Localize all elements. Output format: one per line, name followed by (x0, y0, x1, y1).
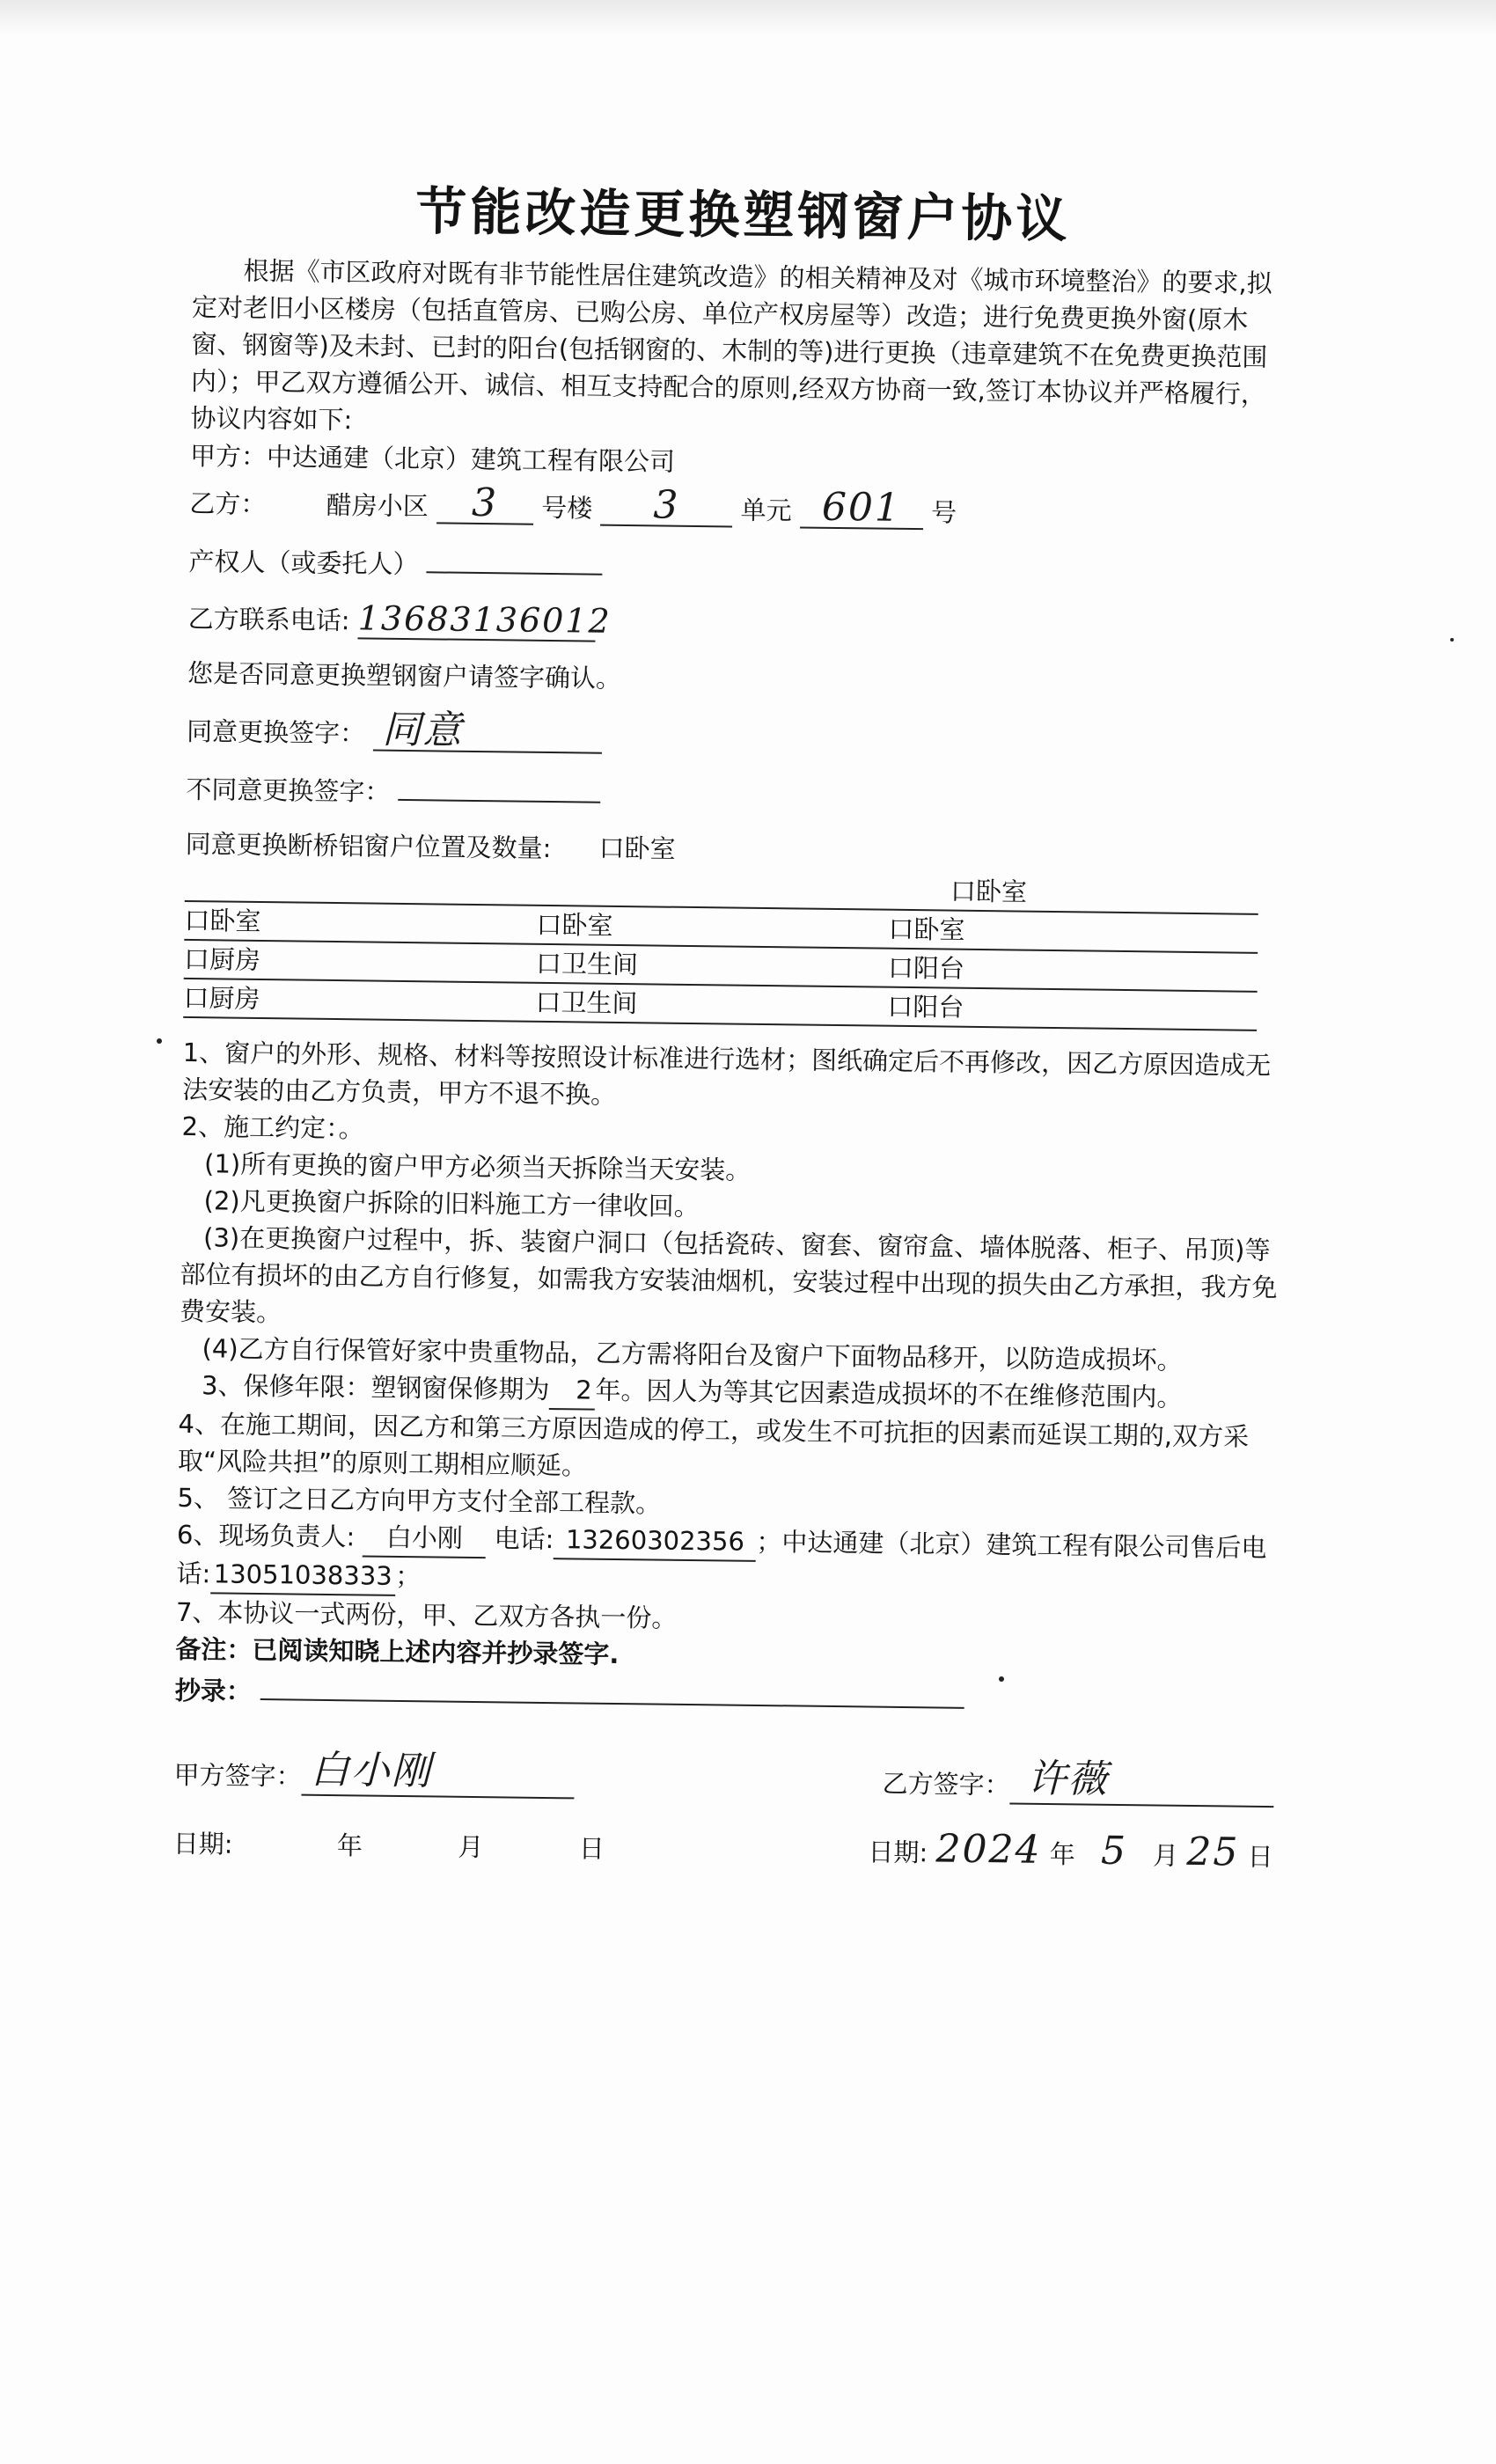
intro-paragraph: 根据《市区政府对既有非节能性居住建筑改造》的相关精神及对《城市环境整治》的要求,拟定对老旧小区楼房（包括直管房、已购公房、单位产权房屋等）改造；进行免费更换外窗(原木窗、钢窗等)及未封、已封的阳台(包括钢窗的、木制的等)进行更换（违章建筑不在免费更换范围内）；甲乙双方遵循公开、诚信、相互支持配合的原则,经双方协商一致,签订本协议并严格履行，协议内容如下: (190, 255, 1272, 436)
room-label: 号 (930, 497, 957, 528)
warranty-years: 2 (549, 1371, 596, 1411)
clause-2-2: (2)凡更换窗户拆除的旧料施工方一律收回。 (203, 1185, 700, 1222)
disagree-label: 不同意更换签字： (186, 774, 391, 807)
clause-6-mid: ；中达通建（北京）建筑工程有限公司售后电话: (176, 1526, 1267, 1589)
position-cell: 口厨房 (183, 982, 260, 1014)
party-b-signature-block (882, 1745, 1274, 1808)
agreement-document (172, 167, 1293, 1876)
party-b-date-day-value: 25 (1186, 1829, 1240, 1875)
position-cell: 口卧室 (536, 909, 613, 941)
clause-7: 7、本协议一式两份，甲、乙双方各执一份。 (175, 1596, 678, 1633)
clause-3-pre: 3、保修年限：塑钢窗保修期为 (201, 1370, 550, 1405)
document-title: 节能改造更换塑钢窗户协议 (414, 181, 1071, 250)
agree-label: 同意更换签字： (186, 715, 366, 749)
clause-5: 5、 签订之日乙方向甲方支付全部工程款。 (177, 1482, 662, 1519)
party-b-signature: 许薇 (1009, 1746, 1274, 1808)
party-a-date-month: 月 (458, 1831, 484, 1863)
room-number: 601 (800, 488, 924, 530)
clause-6 (176, 1516, 1277, 1607)
party-a-line: 甲方：中达通建（北京）建筑工程有限公司 (189, 440, 676, 477)
clause-2-4: (4)乙方自行保管好家中贵重物品，乙方需将阳台及窗户下面物品移开，以防造成损坏。 (202, 1333, 1183, 1375)
party-a-date-label: 日期: (172, 1828, 233, 1859)
clause-2: 2、施工约定：。 (181, 1111, 364, 1144)
unit-number: 3 (600, 486, 733, 528)
scan-speck (157, 1038, 162, 1044)
clause-1: 1、窗户的外形、规格、材料等按照设计标准进行选材；图纸确定后不再修改，因乙方原因造成无法安装的由乙方负责，甲方不退不换。 (181, 1037, 1272, 1110)
copy-label: 抄录： (174, 1675, 253, 1706)
position-cell: 口卧室 (598, 832, 676, 864)
position-cell: 口卧室 (184, 905, 261, 936)
clause-2-1: (1)所有更换的窗户甲方必须当天拆除当天安装。 (203, 1148, 752, 1185)
party-b-date-year-value: 2024 (935, 1826, 1042, 1873)
position-cell: 口厨房 (183, 943, 261, 975)
clause-4: 4、在施工期间，因乙方和第三方原因造成的停工，或发生不可抗拒的因素而延误工期的,双方采取“风险共担”的原则工期相应顺延。 (177, 1408, 1250, 1481)
clause-2-3: (3)在更换窗户过程中，拆、装窗户洞口（包括瓷砖、窗套、窗帘盒、墙体脱落、柜子、吊顶)等部位有损坏的由乙方自行修复，如需我方安装油烟机，安装过程中出现的损失由乙方承担，我方免费安装。 (179, 1222, 1278, 1328)
party-b-date-day: 日 (1247, 1841, 1273, 1873)
date-row (172, 1821, 1272, 1876)
position-label: 同意更换断桥铝窗户位置及数量: (185, 828, 552, 864)
party-b-date-label: 日期: (868, 1837, 928, 1868)
party-a-sign-label: 甲方签字： (173, 1759, 302, 1792)
site-phone-label: 电话: (494, 1523, 554, 1555)
party-b-sign-label: 乙方签字： (882, 1768, 1010, 1800)
position-cell: 口卧室 (950, 876, 1028, 907)
scan-speck (1450, 638, 1454, 642)
disagree-blank (398, 769, 600, 803)
party-a-date-day: 日 (578, 1833, 605, 1864)
service-phone: 13051038333 (210, 1555, 396, 1596)
position-cell: 口卧室 (888, 913, 965, 945)
community-name: 醋房小区 (326, 489, 429, 522)
party-b-label: 乙方： (189, 488, 267, 520)
position-cell: 口卫生间 (535, 948, 639, 980)
party-a-signature: 白小刚 (301, 1738, 575, 1800)
position-cell: 口阳台 (887, 952, 965, 984)
owner-label: 产权人（或委托人） (188, 546, 419, 580)
building-number: 3 (436, 483, 534, 524)
phone-label: 乙方联系电话: (187, 603, 350, 636)
position-cell (537, 868, 889, 909)
party-b-date-year: 年 (1049, 1839, 1075, 1870)
party-b-date (868, 1826, 1273, 1877)
owner-blank (427, 541, 603, 575)
site-manager-name: 白小刚 (363, 1518, 487, 1558)
phone-value: 13683136012 (357, 598, 612, 641)
scan-edge-shadow (0, 0, 1496, 35)
position-cell: 口卫生间 (535, 986, 638, 1019)
party-a-signature-block (173, 1736, 575, 1800)
party-b-date-month-value: 5 (1100, 1828, 1128, 1874)
agree-signature: 同意 (373, 711, 603, 754)
party-a-date-year: 年 (336, 1830, 363, 1861)
position-cell: 口阳台 (887, 991, 964, 1023)
unit-label: 单元 (740, 495, 792, 526)
clause-6-end: ； (395, 1560, 422, 1592)
building-label: 号楼 (541, 492, 593, 524)
party-a-date (172, 1824, 605, 1868)
confirm-question: 您是否同意更换塑钢窗户请签字确认。 (187, 657, 622, 693)
note-line: 备注：已阅读知晓上述内容并抄录签字. (175, 1633, 620, 1670)
clause-6-pre: 6、现场负责人: (176, 1519, 356, 1552)
scan-speck (999, 1676, 1004, 1682)
site-manager-phone: 13260302356 (554, 1521, 757, 1562)
clause-3-post: 年。因人为等其它因素造成损坏的不在维修范围内。 (595, 1375, 1183, 1412)
party-b-date-month: 月 (1152, 1840, 1179, 1871)
